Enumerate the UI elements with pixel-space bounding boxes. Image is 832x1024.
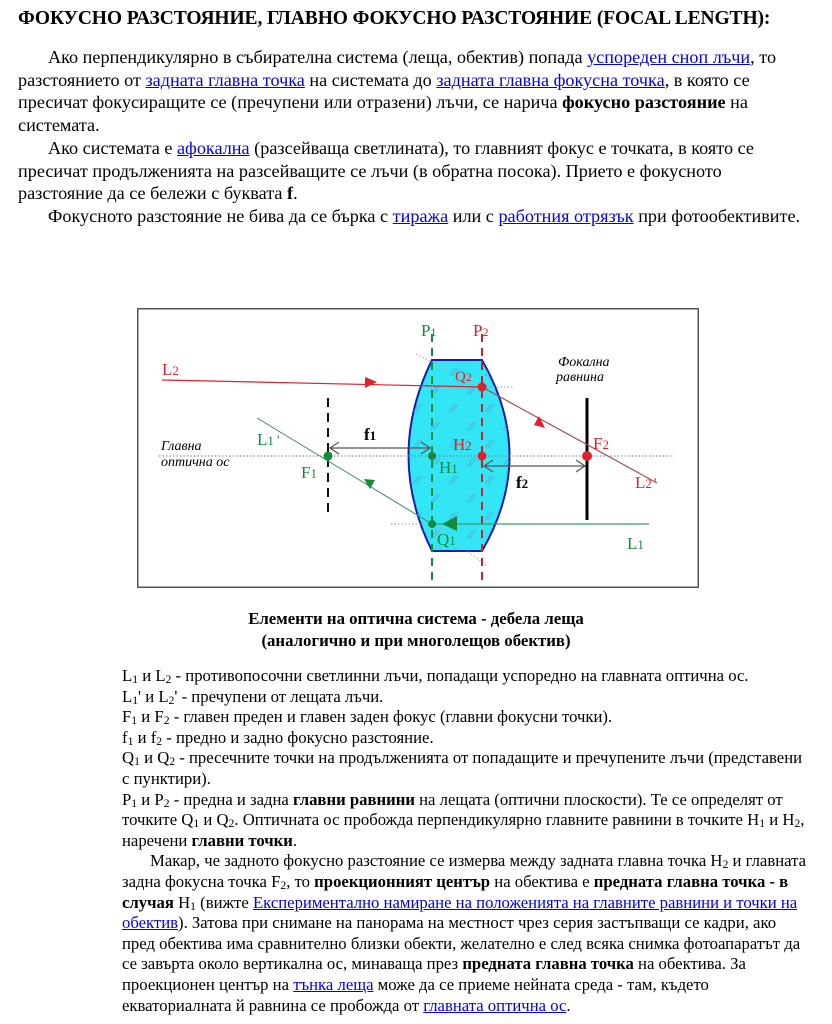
text: Фокусното разстояние не бива да се бърка с	[48, 205, 393, 226]
point-h1	[428, 452, 436, 460]
term-focal-length: фокусно разстояние	[562, 92, 726, 113]
text: .	[293, 183, 298, 204]
text: , в която се пресичат фокусиращите се (пречупени или отразени) лъчи, се нарича	[18, 69, 750, 113]
svg-text:L2': L2 '	[635, 473, 657, 492]
text: (разсейваща светлината), то главният фокус е точката, в която се пресичат продълженията на разсейващите се лъчи (в обратна посока). Прието е фокусното разстояние да се бележи с буквата	[18, 137, 754, 204]
figure-caption	[0, 608, 832, 652]
link-rear-focal-point[interactable]: задната главна фокусна точка	[436, 69, 665, 90]
svg-text:P2: P2	[473, 321, 489, 340]
svg-text:H1: H1	[439, 458, 458, 477]
svg-text:L1: L1	[627, 534, 644, 553]
point-h2	[478, 452, 487, 461]
link-extension[interactable]: тиража	[392, 205, 449, 226]
svg-text:L2: L2	[162, 360, 179, 379]
link-thin-lens[interactable]: тънка леща	[293, 974, 374, 994]
svg-text:L1': L1 '	[257, 430, 280, 449]
text: Ако перпендикулярно в събирателна система (леща, обектив) попада	[48, 47, 588, 67]
page-title: ФОКУСНО РАЗСТОЯНИЕ, ГЛАВНО ФОКУСНО РАЗСТОЯНИЕ (FOCAL LENGTH):	[18, 8, 771, 29]
text: , то разстоянието от	[18, 47, 777, 90]
point-f1	[324, 452, 333, 461]
intro-section	[18, 46, 808, 228]
thick-lens-diagram	[137, 308, 699, 588]
point-f2	[582, 451, 592, 461]
svg-text:F2: F2	[593, 434, 609, 453]
text: или с	[448, 205, 499, 226]
legend-item-focal-distances: $f_1$ и $f_2$ - предно и задно фокусно разстояние.	[122, 727, 434, 748]
point-q1	[428, 520, 436, 528]
legend-item-q1-q2: $Q_1$ и $Q_2$ - пресечните точки на продълженията от попадащите и пречупените лъчи (представени с пунктири).	[122, 748, 803, 788]
link-experimental-principal-planes[interactable]: Експериментално намиране на положенията на главните равнини и точки на обектив	[122, 892, 798, 933]
svg-text:F1: F1	[301, 463, 317, 482]
svg-text:оптична ос: оптична ос	[161, 455, 230, 470]
svg-text:Q1: Q1	[437, 530, 456, 549]
link-parallel-beam[interactable]: успореден сноп лъчи	[587, 47, 751, 67]
legend-item-l1-l2: $L_1$ и $L_2$ - противопосочни светлинни лъчи, попадащи успоредно на главната оптична ос.	[122, 666, 749, 686]
svg-text:f1: f1	[364, 425, 377, 444]
text: Ако системата е	[48, 137, 177, 158]
term-f: f	[287, 183, 294, 204]
text: при фотообективите.	[633, 205, 801, 226]
caption-line-2: (аналогично и при многолещов обектив)	[261, 631, 571, 650]
link-back-focus[interactable]: работния отрязък	[498, 205, 634, 226]
link-rear-principal-point[interactable]: задната главна точка	[145, 69, 305, 90]
svg-text:Q2: Q2	[455, 369, 472, 385]
svg-text:равнина: равнина	[556, 370, 604, 385]
point-q2	[478, 383, 487, 392]
svg-text:f2: f2	[516, 473, 529, 492]
link-principal-optical-axis[interactable]: главната оптична ос	[423, 995, 567, 1015]
intro-paragraph-3	[18, 205, 808, 228]
thick-lens	[409, 360, 510, 551]
text: на системата.	[18, 92, 748, 136]
svg-text:H2: H2	[453, 435, 472, 454]
intro-paragraph-2	[18, 137, 808, 205]
link-afocal[interactable]: афокална	[176, 137, 250, 158]
legend-item-f1-f2: $F_1$ и $F_2$ - главен преден и главен заден фокус (главни фокусни точки).	[122, 707, 613, 728]
text: на системата до	[304, 69, 437, 90]
svg-text:Главна: Главна	[161, 439, 202, 454]
legend-item-l1p-l2p: $L_1'$ и $L_2'$ - пречупени от лещата лъчи.	[122, 686, 384, 707]
intro-paragraph-1	[18, 46, 808, 137]
svg-text:P1: P1	[421, 321, 437, 340]
legend-section	[122, 666, 812, 1016]
caption-line-1: Елементи на оптична система - дебела леща	[248, 609, 584, 628]
legend-item-p1-p2: $P_1$ и $P_2$ - предна и задна главни равнини на лещата (оптични плоскости). Те се определят от точките $Q_1$ и $Q_2$. Оптичната ос пробожда перпендикулярно главните равнини в точките $H_1$ и $H_2$, наречени главни точки.	[122, 789, 805, 850]
projection-center-paragraph: Макар, че задното фокусно разстояние се измерва между задната главна точка $H_2$ и главната задна фокусна точка $F_2$, то проекционният център на обектива е предната главна точка - в случая $H_1$ (вижте Експериментално намиране на положенията на главните равнини и точки на обектив). Затова при снимане на панорама на местност чрез серия застъпващи се кадри, ако пред обектива има сравнително близки обекти, желателно е след всяка снимка фотоапаратът да се завърта около вертикална ос, минаваща през предната главна точка на обектива. За проекционен център на тънка леща може да се приеме нейната среда - там, където екваториалната й равнина се пробожда от главната оптична ос.	[122, 851, 807, 1015]
svg-text:Фокална: Фокална	[558, 355, 610, 370]
